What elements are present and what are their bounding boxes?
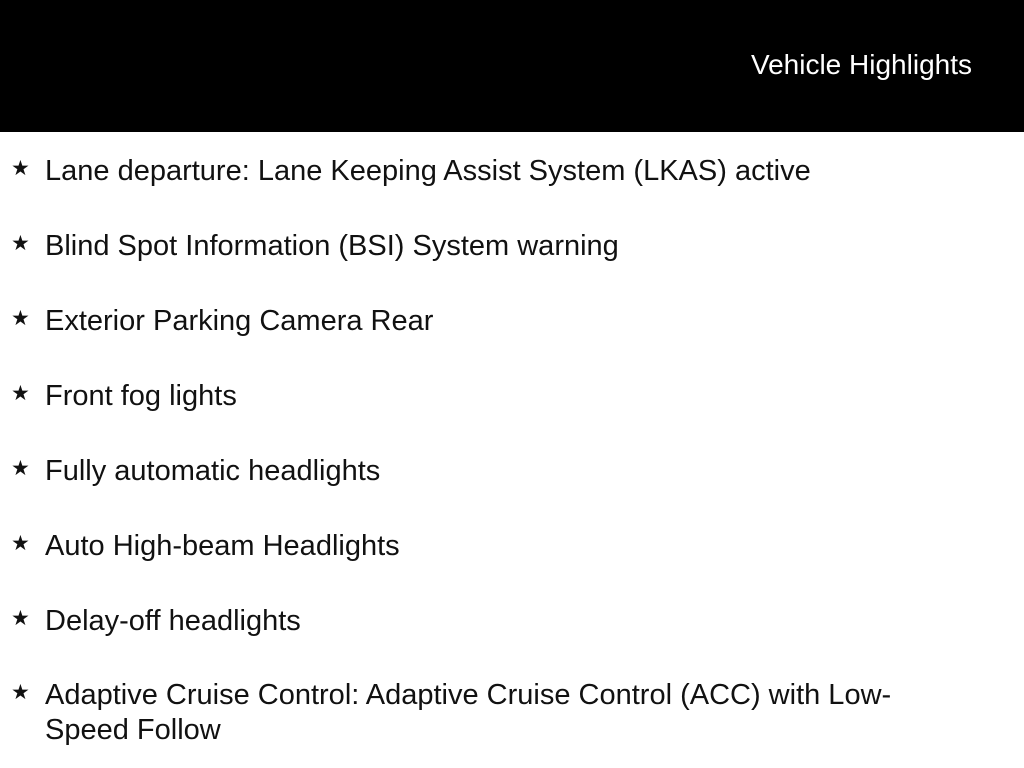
list-item-label: Exterior Parking Camera Rear xyxy=(45,305,434,337)
star-bullet-icon: ★ xyxy=(11,680,30,704)
page-title: Vehicle Highlights xyxy=(750,49,972,80)
list-item-label: Adaptive Cruise Control: Adaptive Cruise Control (ACC) with Low-Speed Follow xyxy=(45,679,892,746)
header-bar xyxy=(0,0,1024,132)
star-bullet-icon: ★ xyxy=(11,606,30,630)
list-item-label: Fully automatic headlights xyxy=(45,455,381,487)
star-bullet-icon: ★ xyxy=(11,531,30,555)
list-item-label: Blind Spot Information (BSI) System warning xyxy=(45,230,619,262)
list-item-label: Delay-off headlights xyxy=(45,605,301,637)
star-bullet-icon: ★ xyxy=(11,456,30,480)
star-bullet-icon: ★ xyxy=(11,156,30,180)
list-item-label: Front fog lights xyxy=(45,380,237,412)
star-bullet-icon: ★ xyxy=(11,306,30,330)
star-bullet-icon: ★ xyxy=(11,381,30,405)
list-item-label: Lane departure: Lane Keeping Assist System (LKAS) active xyxy=(45,155,811,187)
list-item-label: Auto High-beam Headlights xyxy=(45,530,400,562)
star-bullet-icon: ★ xyxy=(11,231,30,255)
